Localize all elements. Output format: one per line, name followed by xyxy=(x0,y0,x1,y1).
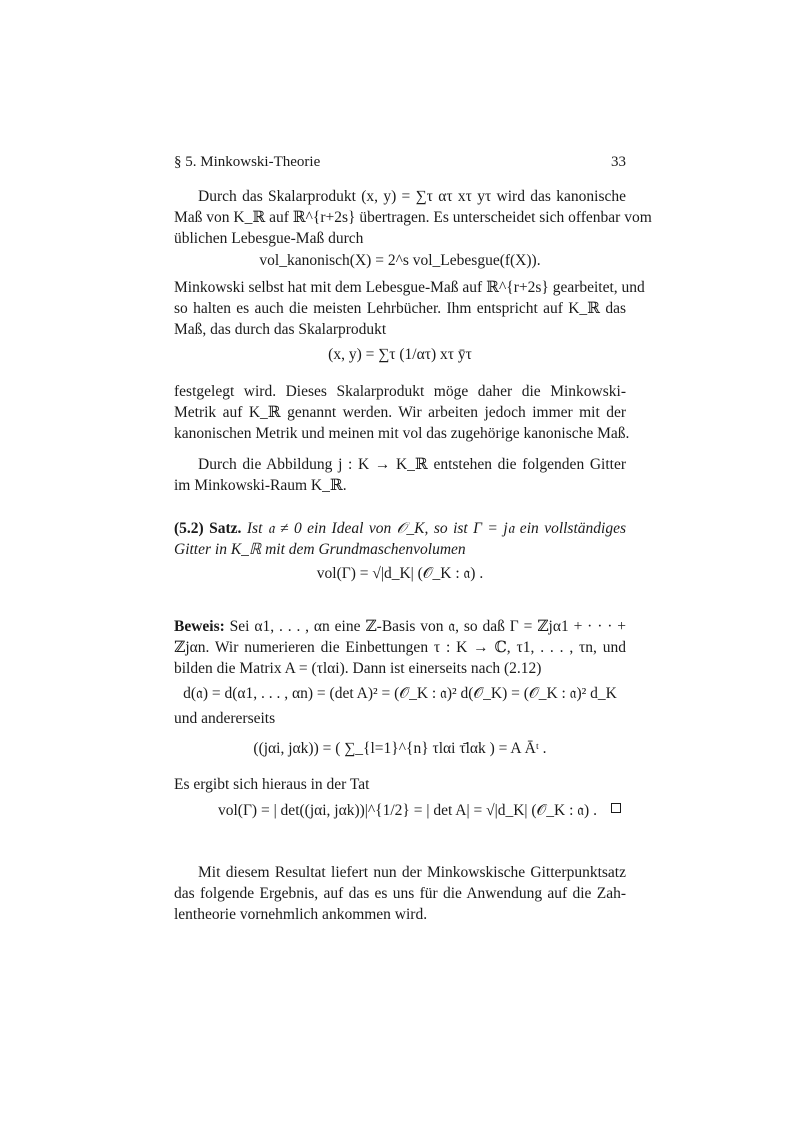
proof-label: Beweis: xyxy=(174,618,225,635)
text-line: Es ergibt sich hieraus in der Tat xyxy=(174,776,370,793)
proof xyxy=(174,616,626,679)
equation-grundmaschenvolumen: vol(Γ) = √|d_K| (𝒪_K : 𝔞) . xyxy=(316,565,484,582)
text-line: Metrik auf K_ℝ genannt werden. Wir arbeiten jedoch immer mit der xyxy=(174,404,626,421)
text-line: das folgende Ergebnis, auf das es uns für die Anwendung auf die Zah- xyxy=(174,885,626,902)
text-line: lentheorie vornehmlich ankommen wird. xyxy=(174,906,428,923)
text-line: kanonischen Metrik und meinen mit vol das zugehörige kanonische Maß. xyxy=(174,425,630,442)
text-line: Maß, das durch das Skalarprodukt xyxy=(174,321,387,338)
text-line: bilden die Matrix A = (τlαi). Dann ist einerseits nach (2.12) xyxy=(174,660,542,677)
theorem-5-2 xyxy=(174,518,626,560)
equation-vol-gamma: vol(Γ) = | det((jαi, jαk))|^{1/2} = | det A| = √|d_K| (𝒪_K : 𝔞) . xyxy=(218,802,597,819)
equation-gram-matrix: ((jαi, jαk)) = ( ∑_{l=1}^{n} τlαi τ̄lαk ) = A Āᵗ . xyxy=(253,740,547,757)
text-line: und andererseits xyxy=(174,710,276,727)
qed-square-icon xyxy=(611,803,621,813)
text-line: üblichen Lebesgue-Maß durch xyxy=(174,230,364,247)
text-line xyxy=(174,616,626,637)
paragraph-lebesgue xyxy=(174,277,645,340)
text-line: Mit diesem Resultat liefert nun der Minkowskische Gitterpunktsatz xyxy=(198,864,626,881)
page-number: 33 xyxy=(611,154,626,170)
proof-text: Sei α1, . . . , αn eine ℤ-Basis von 𝔞, so daß Γ = ℤjα1 + · · · + xyxy=(229,618,627,635)
paragraph-abbildung xyxy=(174,454,626,496)
text-line: ℤjαn. Wir numerieren die Einbettungen τ : K → ℂ, τ1, . . . , τn, und xyxy=(174,639,626,656)
text-line: im Minkowski-Raum K_ℝ. xyxy=(174,477,347,494)
section-title: § 5. Minkowski-Theorie xyxy=(174,154,321,170)
text-line: Maß von K_ℝ auf ℝ^{r+2s} übertragen. Es unterscheidet sich offenbar vom xyxy=(174,209,652,226)
text-und-andererseits xyxy=(174,708,626,729)
paragraph-resultat xyxy=(174,862,626,925)
text-line: festgelegt wird. Dieses Skalarprodukt möge daher die Minkowski- xyxy=(174,383,626,400)
text-es-ergibt-sich xyxy=(174,774,626,795)
equation-volume-kanonisch: vol_kanonisch(X) = 2^s vol_Lebesgue(f(X)). xyxy=(259,252,541,269)
text-line xyxy=(174,518,626,539)
paragraph-minkowski-metrik xyxy=(174,381,630,444)
text-line: Durch das Skalarprodukt (x, y) = ∑τ ατ xτ yτ wird das kanonische xyxy=(198,188,626,205)
equation-minkowski-metric: (x, y) = ∑τ (1/ατ) xτ ȳτ xyxy=(328,346,472,363)
text-line: so halten es auch die meisten Lehrbücher. Ihm entspricht auf K_ℝ das xyxy=(174,300,626,317)
theorem-text: Ist 𝔞 ≠ 0 ein Ideal von 𝒪_K, so ist Γ = j𝔞 ein vollständiges xyxy=(246,520,626,537)
equation-diskriminante: d(𝔞) = d(α1, . . . , αn) = (det A)² = (𝒪_K : 𝔞)² d(𝒪_K) = (𝒪_K : 𝔞)² d_K xyxy=(183,685,617,702)
text-line: Gitter in K_ℝ mit dem Grundmaschenvolumen xyxy=(174,541,466,558)
text-line: Minkowski selbst hat mit dem Lebesgue-Maß auf ℝ^{r+2s} gearbeitet, und xyxy=(174,279,645,296)
paragraph-skalarprodukt xyxy=(174,186,652,249)
theorem-label: (5.2) Satz. xyxy=(174,520,242,537)
text-line: Durch die Abbildung j : K → K_ℝ entstehen die folgenden Gitter xyxy=(198,456,626,473)
